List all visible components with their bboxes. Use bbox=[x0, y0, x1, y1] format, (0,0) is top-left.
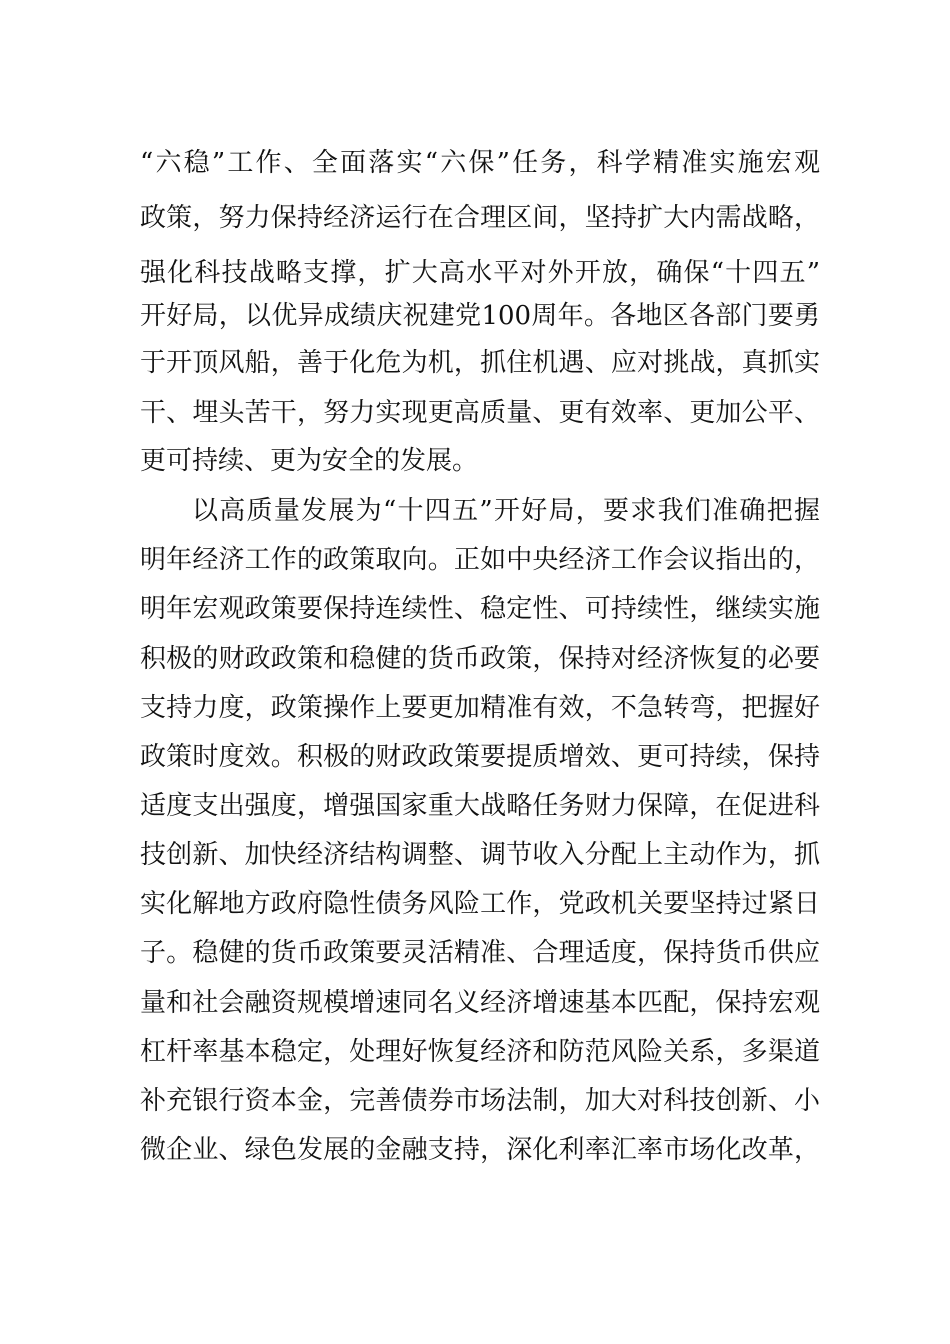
paragraph-2-line-2: 明年经济工作的政策取向。正如中央经济工作会议指出的， bbox=[140, 545, 820, 575]
paragraph-1-line-2: 政策，努力保持经济运行在合理区间，坚持扩大内需战略， bbox=[140, 203, 820, 233]
paragraph-2-line-9: 实化解地方政府隐性债务风险工作，党政机关要坚持过紧日 bbox=[140, 889, 820, 919]
paragraph-2-line-8: 技创新、加快经济结构调整、调节收入分配上主动作为，抓 bbox=[140, 840, 820, 870]
paragraph-2-line-7: 适度支出强度，增强国家重大战略任务财力保障，在促进科 bbox=[140, 791, 820, 821]
paragraph-2-line-3: 明年宏观政策要保持连续性、稳定性、可持续性，继续实施 bbox=[140, 594, 820, 624]
paragraph-2-line-11: 量和社会融资规模增速同名义经济增速基本匹配，保持宏观 bbox=[140, 988, 820, 1018]
paragraph-2-line-12: 杠杆率基本稳定，处理好恢复经济和防范风险关系，多渠道 bbox=[140, 1037, 820, 1067]
paragraph-2-line-1: 以高质量发展为“十四五”开好局，要求我们准确把握 bbox=[192, 496, 820, 526]
paragraph-2-line-10: 子。稳健的货币政策要灵活精准、合理适度，保持货币供应 bbox=[140, 938, 820, 968]
paragraph-1-line-5: 于开顶风船，善于化危为机，抓住机遇、应对挑战，真抓实 bbox=[140, 348, 820, 378]
paragraph-2-line-5: 支持力度，政策操作上要更加精准有效，不急转弯，把握好 bbox=[140, 693, 820, 723]
paragraph-1-line-6: 干、埋头苦干，努力实现更高质量、更有效率、更加公平、 bbox=[140, 398, 820, 428]
paragraph-2-line-13: 补充银行资本金，完善债券市场法制，加大对科技创新、小 bbox=[140, 1086, 820, 1116]
paragraph-1-line-1: “六稳”工作、全面落实“六保”任务，科学精准实施宏观 bbox=[140, 148, 820, 178]
paragraph-1-line-3: 强化科技战略支撑，扩大高水平对外开放，确保“十四五” bbox=[140, 258, 820, 288]
paragraph-1-line-4: 开好局，以优异成绩庆祝建党100周年。各地区各部门要勇 bbox=[140, 301, 820, 331]
paragraph-1-line-7: 更可持续、更为安全的发展。 bbox=[140, 446, 479, 476]
paragraph-2-line-6: 政策时度效。积极的财政政策要提质增效、更可持续，保持 bbox=[140, 742, 820, 772]
paragraph-2-line-14: 微企业、绿色发展的金融支持，深化利率汇率市场化改革， bbox=[140, 1135, 820, 1165]
paragraph-2-line-4: 积极的财政政策和稳健的货币政策，保持对经济恢复的必要 bbox=[140, 644, 820, 674]
